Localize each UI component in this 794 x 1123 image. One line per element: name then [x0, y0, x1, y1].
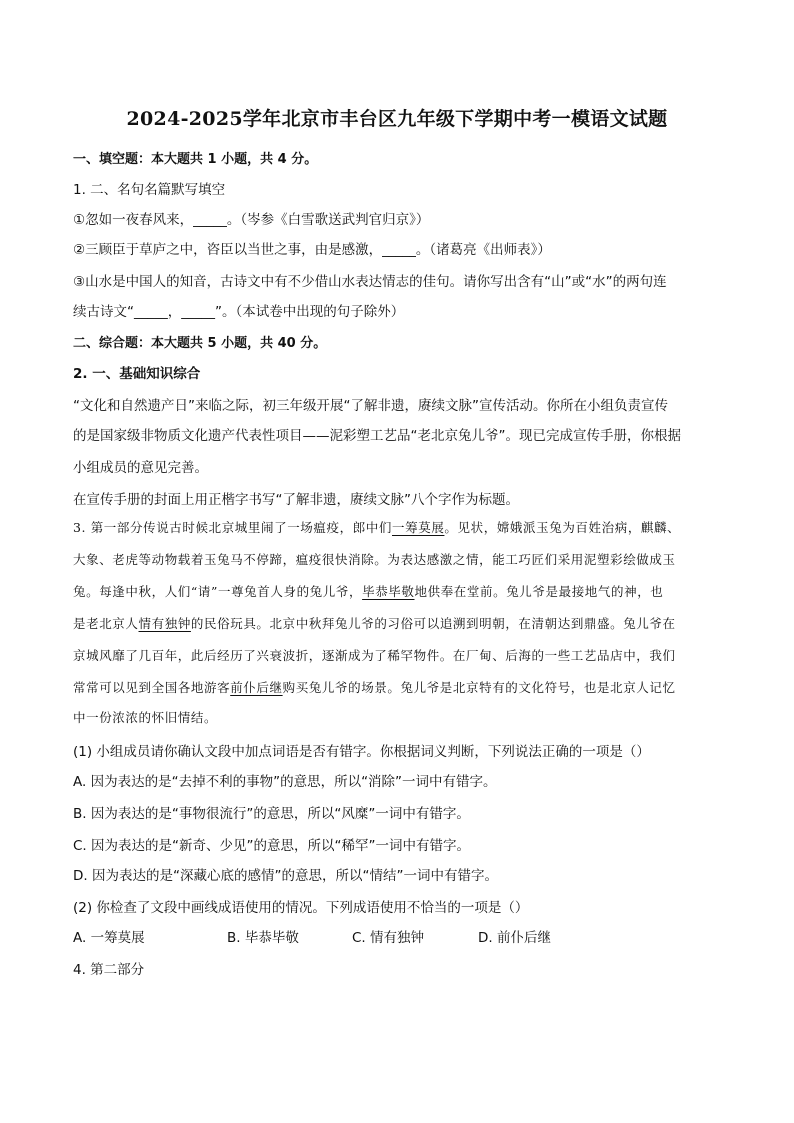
page-title: 2024-2025学年北京市丰台区九年级下学期中考一模语文试题 [126, 108, 668, 130]
passage-line-6: 常常可以见到全国各地游客前仆后继购买兔儿爷的场景。兔儿爷是北京特有的文化符号，也是北京人记忆 [73, 680, 676, 695]
idiom-underlined: 情有独钟 [138, 616, 191, 631]
question-1-item-1: ①忽如一夜春风来，_____。（岑参《白雪歌送武判官归京》） [73, 212, 430, 228]
option-d: D. 前仆后继 [478, 930, 551, 946]
option-b: B. 毕恭毕敬 [227, 930, 299, 946]
passage-line-3: 兔。每逢中秋，人们“请”一尊兔首人身的兔儿爷，毕恭毕敬地供奉在堂前。兔儿爷是最接地气的神，也 [73, 584, 664, 599]
section-heading-fill-in: 一、填空题：本大题共 1 小题，共 4 分。 [73, 152, 318, 167]
intro-line-3: 小组成员的意见完善。 [73, 460, 208, 476]
question-3-1-stem: (1) 小组成员请你确认文段中加点词语是否有错字。你根据词义判断，下列说法正确的一项是（） [73, 744, 650, 760]
option-d: D. 因为表达的是“深藏心底的感情”的意思，所以“情结”一词中有错字。 [73, 868, 498, 884]
idiom-underlined: 一筹莫展 [392, 520, 445, 535]
section-heading-comprehensive: 二、综合题：本大题共 5 小题，共 40 分。 [73, 336, 327, 351]
intro-line-2: 的是国家级非物质文化遗产代表性项目——泥彩塑工艺品“老北京兔儿爷”。现已完成宣传手册，你根据 [73, 428, 681, 444]
option-a: A. 因为表达的是“去掉不利的事物”的意思，所以“消除”一词中有错字。 [73, 774, 497, 790]
passage-line-5: 京城风靡了几百年，此后经历了兴衰波折，逐渐成为了稀罕物件。在厂甸、后海的一些工艺品店中，我们 [73, 648, 676, 663]
option-b: B. 因为表达的是“事物很流行”的意思，所以“风糜”一词中有错字。 [73, 806, 470, 822]
option-c: C. 因为表达的是“新奇、少见”的意思，所以“稀罕”一词中有错字。 [73, 838, 470, 854]
intro-line-1: “文化和自然遗产日”来临之际，初三年级开展“了解非遗，赓续文脉”宣传活动。你所在小组负责宣传 [73, 398, 668, 414]
question-1-item-3: ③山水是中国人的知音，古诗文中有不少借山水表达情志的佳句。请你写出含有“山”或“水”的两句连 [73, 274, 667, 290]
question-1-item-3-cont: 续古诗文“_____，_____”。（本试卷中出现的句子除外） [73, 304, 405, 320]
option-a: A. 一筹莫展 [73, 930, 145, 946]
question-1-title: 1. 二、名句名篇默写填空 [73, 182, 226, 198]
intro-line-4: 在宣传手册的封面上用正楷字书写“了解非遗，赓续文脉”八个字作为标题。 [73, 492, 519, 508]
passage-line-1: 3. 第一部分传说古时候北京城里闹了一场瘟疫，郎中们一筹莫展。见状，嫦娥派玉兔为百姓治病，麒麟、 [73, 520, 681, 535]
idiom-underlined: 毕恭毕敬 [362, 584, 415, 599]
question-3-2-stem: (2) 你检查了文段中画线成语使用的情况。下列成语使用不恰当的一项是（） [73, 900, 529, 916]
passage-line-7: 中一份浓浓的怀旧情结。 [73, 710, 218, 725]
question-1-item-2: ②三顾臣于草庐之中，咨臣以当世之事，由是感激，_____。（诸葛亮《出师表》） [73, 242, 551, 258]
question-4-title: 4. 第二部分 [73, 962, 145, 978]
passage-line-2: 大象、老虎等动物载着玉兔马不停蹄，瘟疫很快消除。为表达感激之情，能工巧匠们采用泥塑彩绘做成玉 [73, 552, 676, 567]
option-c: C. 情有独钟 [352, 930, 425, 946]
passage-line-4: 是老北京人情有独钟的民俗玩具。北京中秋拜兔儿爷的习俗可以追溯到明朝，在清朝达到鼎盛。兔儿爷在 [73, 616, 676, 631]
question-2-title: 2. 一、基础知识综合 [73, 366, 201, 382]
idiom-underlined: 前仆后继 [230, 680, 283, 695]
